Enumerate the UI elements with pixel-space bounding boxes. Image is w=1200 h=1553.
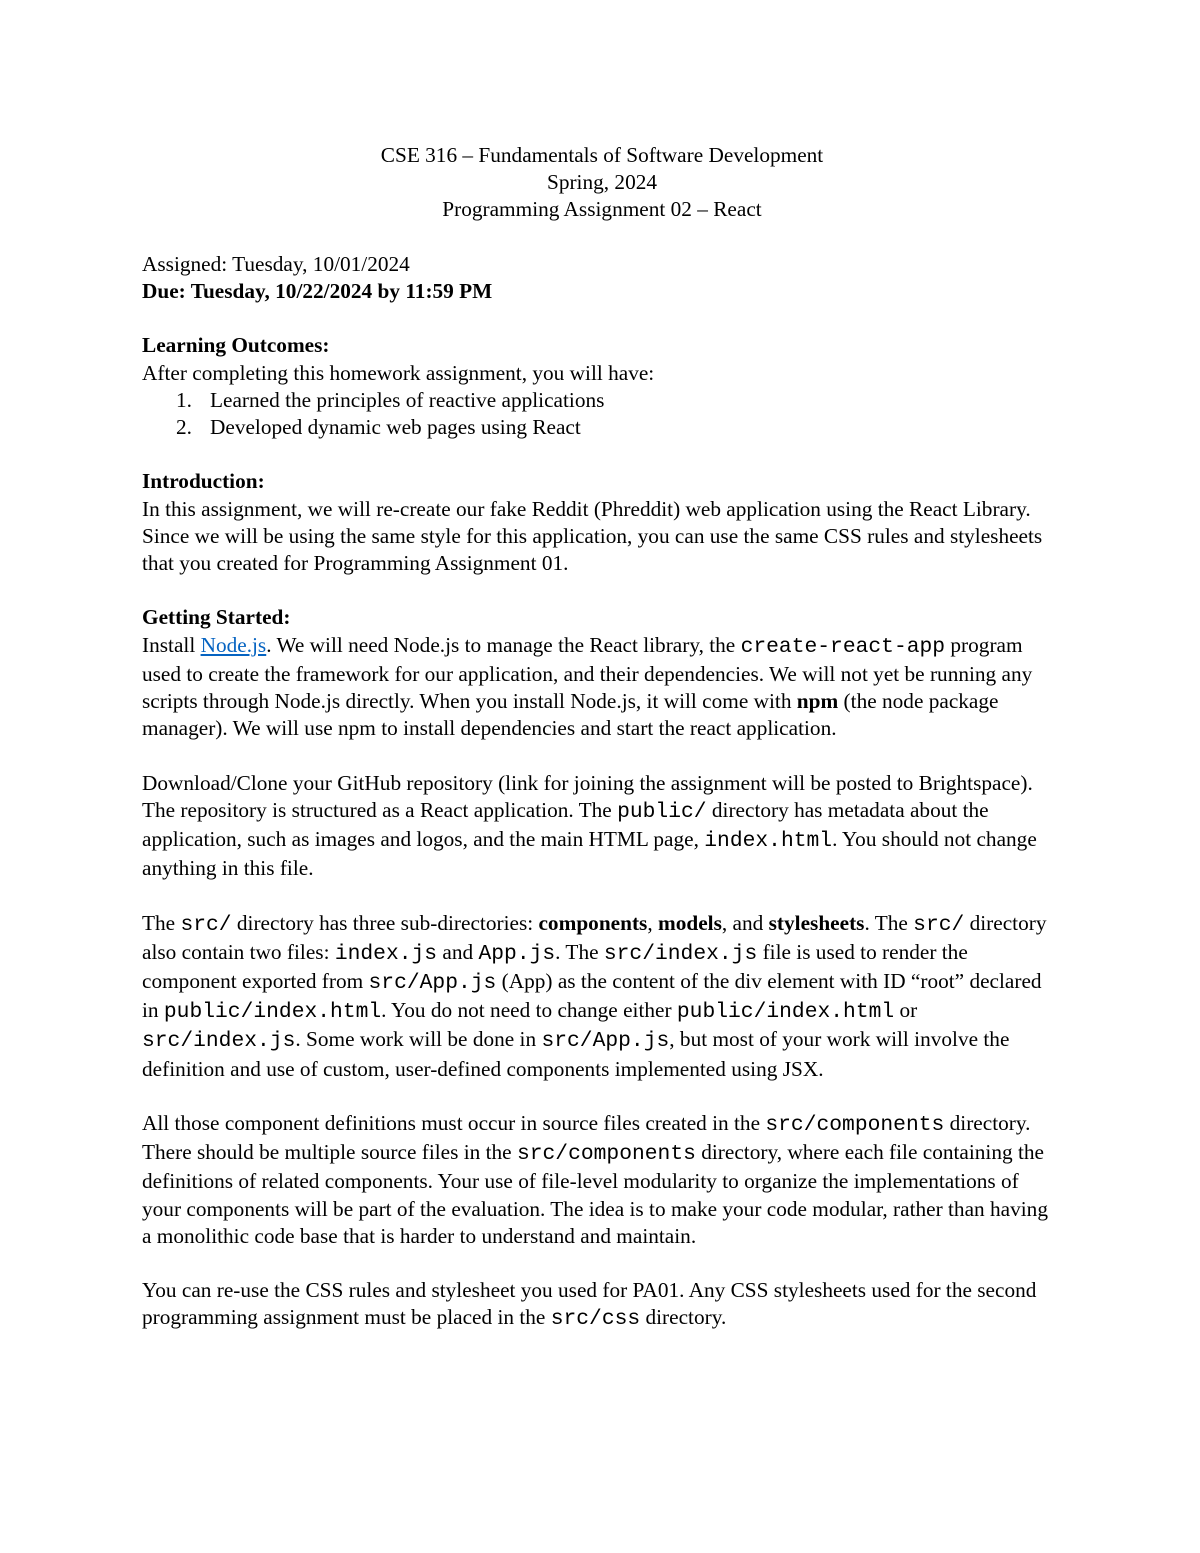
document-page bbox=[142, 142, 1062, 1334]
inline-code: src/components bbox=[516, 1142, 696, 1167]
learning-outcomes-list bbox=[142, 387, 1062, 441]
inline-code: index.html bbox=[704, 829, 833, 853]
bold-term: models bbox=[658, 910, 722, 935]
src-directory-paragraph: The src/ directory has three sub-directories: components, models, and stylesheets. The src/ directory also contain two files: index.js and App.js. The src/index.js file is used to render the component exported from src/App.js (App) as the content of the div element with ID “root” declared in public/index.html. You do not need to change either public/index.html or src/index.js. Some work will be done in src/App.js, but most of your work will involve the definition and use of custom, user-defined components implemented using JSX. bbox=[142, 910, 1047, 1081]
inline-code: src/components bbox=[765, 1113, 945, 1137]
nodejs-link[interactable]: Node.js bbox=[200, 632, 267, 657]
list-item bbox=[142, 414, 1062, 441]
list-item bbox=[142, 387, 1062, 414]
introduction-paragraph: In this assignment, we will re-create our fake Reddit (Phreddit) web application using the React Library. Since we will be using the same style for this application, you can use the same CSS rules and stylesheets that you created for Programming Assignment 01. bbox=[142, 496, 1043, 575]
inline-code: src/ bbox=[180, 912, 232, 937]
course-title: CSE 316 – Fundamentals of Software Development bbox=[380, 143, 824, 167]
list-number: 2. bbox=[176, 415, 192, 439]
bold-term: npm bbox=[796, 689, 839, 713]
install-paragraph: Install Node.js. We will need Node.js to manage the React library, the create-react-app program used to create the framework for our application, and their dependencies. We will not yet be running any scripts through Node.js directly. When you install Node.js, it will come with npm (the node package manager). We will use npm to install dependencies and start the react application. bbox=[142, 632, 1033, 741]
inline-code: src/css bbox=[550, 1307, 641, 1332]
inline-code: src/index.js bbox=[142, 1029, 296, 1054]
css-paragraph: You can re-use the CSS rules and stylesheet you used for PA01. Any CSS stylesheets used for the second programming assignment must be placed in the src/css directory. bbox=[142, 1278, 1037, 1332]
learning-outcomes-intro: After completing this homework assignment, you will have: bbox=[142, 360, 655, 385]
learning-outcomes-heading: Learning Outcomes: bbox=[142, 333, 330, 358]
list-item-text: Learned the principles of reactive applications bbox=[210, 387, 605, 412]
inline-code: public/index.html bbox=[676, 1000, 895, 1025]
inline-code: public/ bbox=[617, 799, 707, 824]
list-number: 1. bbox=[176, 387, 192, 412]
inline-code: src/App.js bbox=[541, 1029, 670, 1054]
repository-paragraph: Download/Clone your GitHub repository (link for joining the assignment will be posted to Brightspace). The repository is structured as a React application. The public/ directory has metadata about the application, such as images and logos, and the main HTML page, index.html. You should not change anything in this file. bbox=[142, 770, 1037, 881]
components-paragraph: All those component definitions must occur in source files created in the src/components directory. There should be multiple source files in the src/components directory, where each file containing the definitions of related components. Your use of file-level modularity to organize the implementations of your components will be part of the evaluation. The idea is to make your code modular, rather than having a monolithic code base that is harder to understand and maintain. bbox=[142, 1111, 1048, 1248]
inline-code: src/ bbox=[913, 912, 965, 937]
inline-code: create-react-app bbox=[740, 634, 946, 659]
inline-code: src/App.js bbox=[368, 971, 497, 995]
bold-term: stylesheets bbox=[768, 910, 865, 935]
bold-term: components bbox=[538, 910, 648, 935]
term: Spring, 2024 bbox=[546, 170, 658, 195]
inline-code: src/index.js bbox=[603, 941, 758, 966]
list-item-text: Developed dynamic web pages using React bbox=[210, 415, 581, 439]
inline-code: public/index.html bbox=[163, 1000, 382, 1025]
getting-started-heading: Getting Started: bbox=[142, 605, 291, 630]
inline-code: index.js bbox=[334, 941, 438, 966]
inline-code: App.js bbox=[478, 941, 556, 966]
introduction-heading: Introduction: bbox=[142, 469, 265, 494]
due-date: Due: Tuesday, 10/22/2024 by 11:59 PM bbox=[142, 279, 493, 303]
assignment-title: Programming Assignment 02 – React bbox=[442, 197, 762, 222]
assigned-date: Assigned: Tuesday, 10/01/2024 bbox=[142, 251, 410, 276]
